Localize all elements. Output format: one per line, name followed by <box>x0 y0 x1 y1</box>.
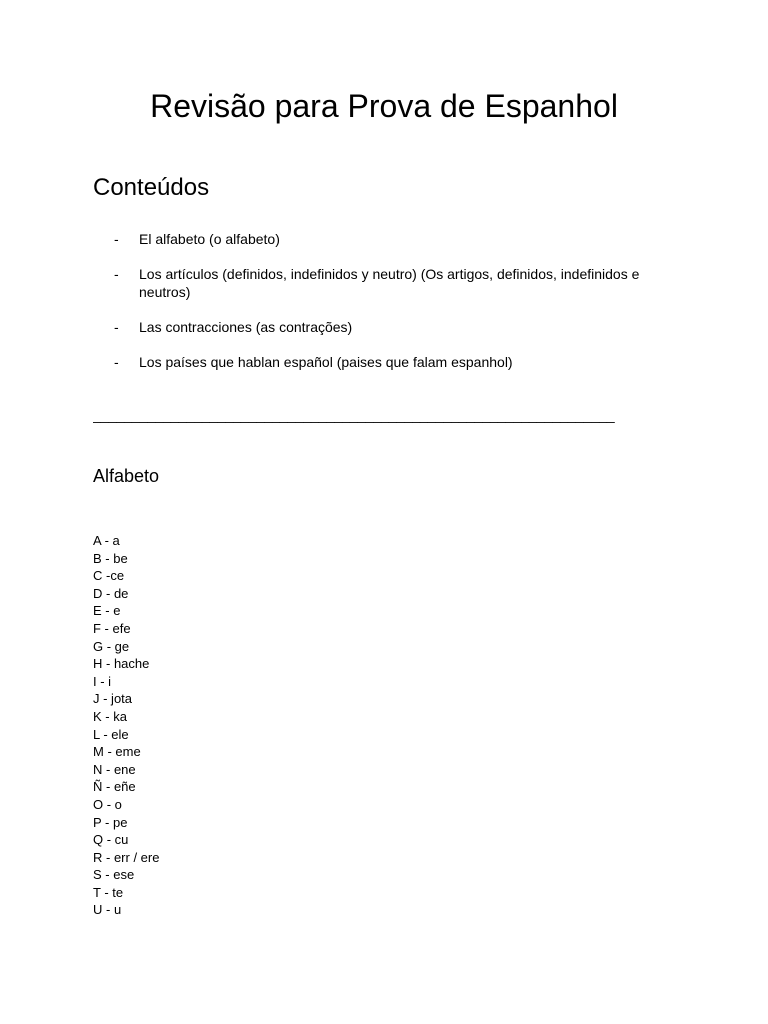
alphabet-letter: N - ene <box>93 761 136 777</box>
list-dash: - <box>114 231 119 247</box>
list-item-text: Las contracciones (as contrações) <box>139 319 353 335</box>
alphabet-letter: O - o <box>93 796 122 812</box>
alphabet-letter: B - be <box>93 550 128 566</box>
alphabet-letter: T - te <box>93 884 124 900</box>
alphabet-letter: L - ele <box>93 726 129 742</box>
list-item <box>93 318 673 336</box>
alphabet-letter: U - u <box>93 902 122 918</box>
alphabet-letter: S - ese <box>93 867 135 883</box>
list-item-text: Los países que hablan español (paises que falam espanhol) <box>139 354 513 370</box>
page-title: Revisão para Prova de Espanhol <box>150 88 618 124</box>
alphabet-letter: M - eme <box>93 744 141 760</box>
contents-list <box>93 230 673 388</box>
alphabet-heading: Alfabeto <box>93 466 160 486</box>
alphabet-letter: R - err / ere <box>93 849 160 865</box>
alphabet-letter: P - pe <box>93 814 128 830</box>
alphabet-letter: I - i <box>93 673 112 689</box>
alphabet-letter: K - ka <box>93 708 127 724</box>
list-item <box>93 353 673 371</box>
alphabet-letter: Ñ - eñe <box>93 779 136 795</box>
alphabet-letter: F - efe <box>93 620 131 636</box>
list-dash: - <box>114 319 119 335</box>
alphabet-list <box>93 532 159 919</box>
list-dash: - <box>114 266 119 282</box>
contents-heading: Conteúdos <box>93 174 210 201</box>
list-dash: - <box>114 354 119 370</box>
alphabet-letter: Q - cu <box>93 832 129 848</box>
alphabet-letter: C -ce <box>93 568 125 584</box>
alphabet-letter: H - hache <box>93 656 150 672</box>
alphabet-letter: A - a <box>93 533 120 548</box>
alphabet-letter: D - de <box>93 585 129 601</box>
horizontal-divider: ___________________________________________________________________ <box>93 407 615 423</box>
list-item-text: Los artículos (definidos, indefinidos y neutro) (Os artigos, definidos, indefinidos e neutros) <box>139 266 640 300</box>
list-item <box>93 230 673 248</box>
list-item <box>93 265 673 301</box>
alphabet-letter: J - jota <box>93 691 133 707</box>
alphabet-letter: G - ge <box>93 638 130 654</box>
alphabet-letter: E - e <box>93 603 121 619</box>
list-item-text: El alfabeto (o alfabeto) <box>139 231 280 247</box>
